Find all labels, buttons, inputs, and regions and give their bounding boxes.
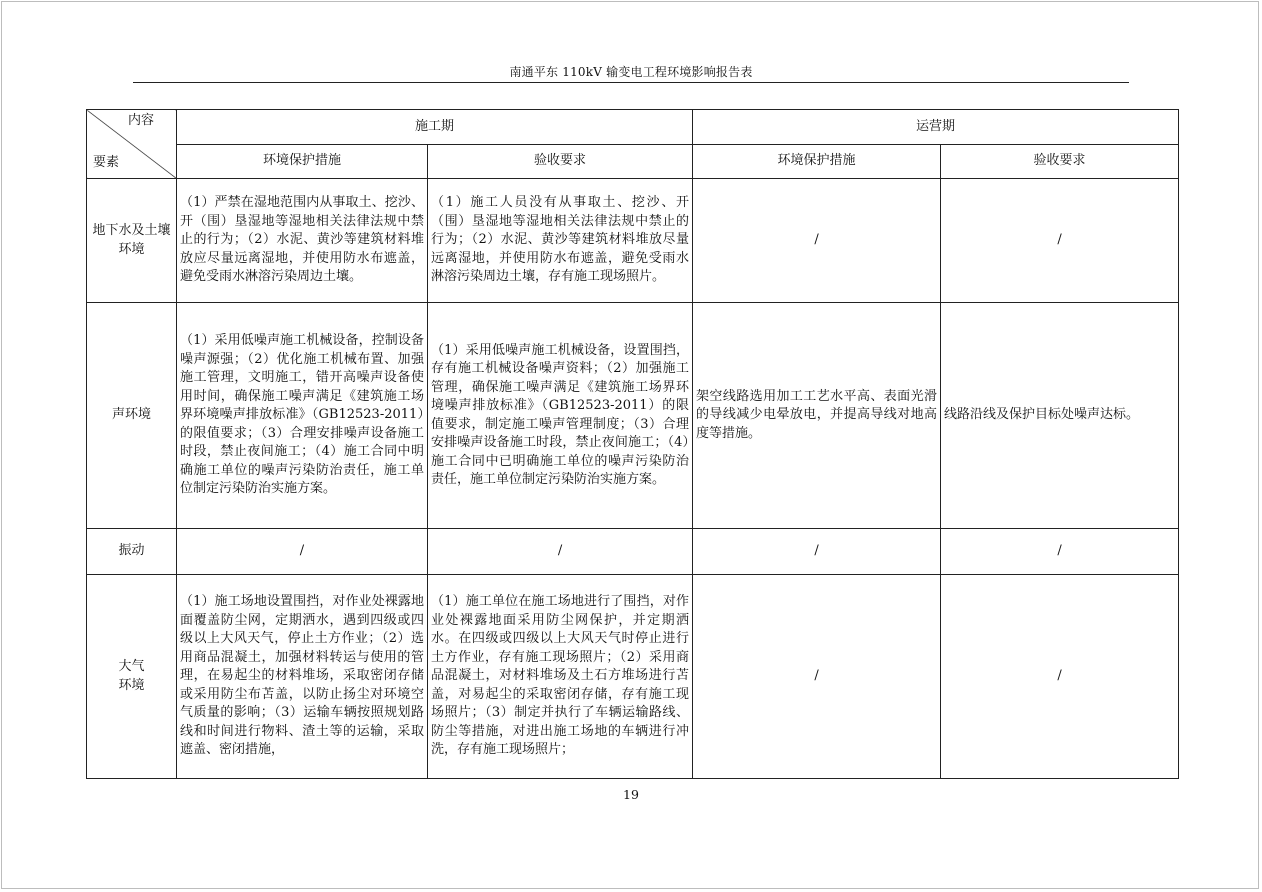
col-header-construction-measures: 环境保护措施 <box>177 145 428 179</box>
table-row <box>87 303 1179 529</box>
cell-construction-measures: （1）采用低噪声施工机械设备，控制设备噪声源强；（2）优化施工机械布置、加强施工管理，文明施工，错开高噪声设备使用时间，确保施工噪声满足《建筑施工场界环境噪声排放标准》（GB12523-2011）的限值要求；（3）合理安排噪声设备施工时段，禁止夜间施工；（4）施工合同中明确施工单位的噪声污染防治责任，施工单位制定污染防治实施方案。 <box>177 303 428 529</box>
cell-operation-measures: 架空线路选用加工工艺水平高、表面光滑的导线减少电晕放电，并提高导线对地高度等措施。 <box>693 303 941 529</box>
cell-construction-acceptance: / <box>428 529 693 575</box>
group-header-construction: 施工期 <box>177 110 693 145</box>
table-header-row <box>87 110 1179 145</box>
cell-construction-acceptance: （1）施工单位在施工场地进行了围挡，对作业处裸露地面采用防尘网保护，并定期洒水。在四级或四级以上大风天气时停止进行土方作业，存有施工现场照片；（2）采用商品混凝土，对材料堆场及土石方堆场进行苫盖，对易起尘的采取密闭存储，存有施工现场照片；（3）制定并执行了车辆运输路线、防尘等措施，对进出施工场地的车辆进行冲洗，存有施工现场照片； <box>428 575 693 779</box>
row-element-noise: 声环境 <box>87 303 177 529</box>
cell-operation-acceptance: / <box>941 575 1179 779</box>
cell-operation-acceptance: / <box>941 529 1179 575</box>
cell-construction-measures: / <box>177 529 428 575</box>
row-element-atmosphere <box>87 575 177 779</box>
cell-operation-measures: / <box>693 575 941 779</box>
cell-construction-measures: （1）严禁在湿地范围内从事取土、挖沙、开（围）垦湿地等湿地相关法律法规中禁止的行为；（2）水泥、黄沙等建筑材料堆放应尽量远离湿地，并使用防水布遮盖，避免受雨水淋溶污染周边土壤。 <box>177 179 428 303</box>
cell-operation-measures: / <box>693 179 941 303</box>
table-row <box>87 529 1179 575</box>
row-element-vibration: 振动 <box>87 529 177 575</box>
row-element-atmosphere-line2: 环境 <box>118 677 145 693</box>
col-header-operation-measures: 环境保护措施 <box>693 145 941 179</box>
cell-operation-acceptance: 线路沿线及保护目标处噪声达标。 <box>941 303 1179 529</box>
page-number: 19 <box>623 787 639 802</box>
cell-construction-acceptance: （1）采用低噪声施工机械设备，设置围挡，存有施工机械设备噪声资料；（2）加强施工管理，确保施工噪声满足《建筑施工场界环境噪声排放标准》（GB12523-2011）的限值要求，制定施工噪声管理制度；（3）合理安排噪声设备施工时段，禁止夜间施工；（4）施工合同中已明确施工单位的噪声污染防治责任，施工单位制定污染防治实施方案。 <box>428 303 693 529</box>
corner-label-content: 内容 <box>127 113 154 128</box>
table-row <box>87 575 1179 779</box>
corner-cell <box>87 110 177 179</box>
row-element-groundwater: 地下水及土壤环境 <box>87 179 177 303</box>
col-header-construction-acceptance: 验收要求 <box>428 145 693 179</box>
table-subheader-row <box>87 145 1179 179</box>
group-header-operation: 运营期 <box>693 110 1179 145</box>
col-header-operation-acceptance: 验收要求 <box>941 145 1179 179</box>
environment-measures-table <box>86 109 1179 779</box>
header-rule <box>133 82 1129 83</box>
cell-operation-acceptance: / <box>941 179 1179 303</box>
cell-operation-measures: / <box>693 529 941 575</box>
page-header: 南通平东 110kV 输变电工程环境影响报告表 <box>509 65 753 79</box>
table-row <box>87 179 1179 303</box>
cell-construction-acceptance: （1）施工人员没有从事取土、挖沙、开（围）垦湿地等湿地相关法律法规中禁止的行为；（2）水泥、黄沙等建筑材料堆放尽量远离湿地，并使用防水布遮盖，避免受雨水淋溶污染周边土壤，存有施工现场照片。 <box>428 179 693 303</box>
row-element-atmosphere-line1: 大气 <box>118 659 145 674</box>
cell-construction-measures: （1）施工场地设置围挡，对作业处裸露地面覆盖防尘网，定期洒水，遇到四级或四级以上大风天气，停止土方作业；（2）选用商品混凝土，加强材料转运与使用的管理，在易起尘的材料堆场，采取密闭存储或采用防尘布苫盖，以防止扬尘对环境空气质量的影响；（3）运输车辆按照规划路线和时间进行物料、渣土等的运输，采取遮盖、密闭措施， <box>177 575 428 779</box>
corner-label-element: 要素 <box>93 154 120 170</box>
